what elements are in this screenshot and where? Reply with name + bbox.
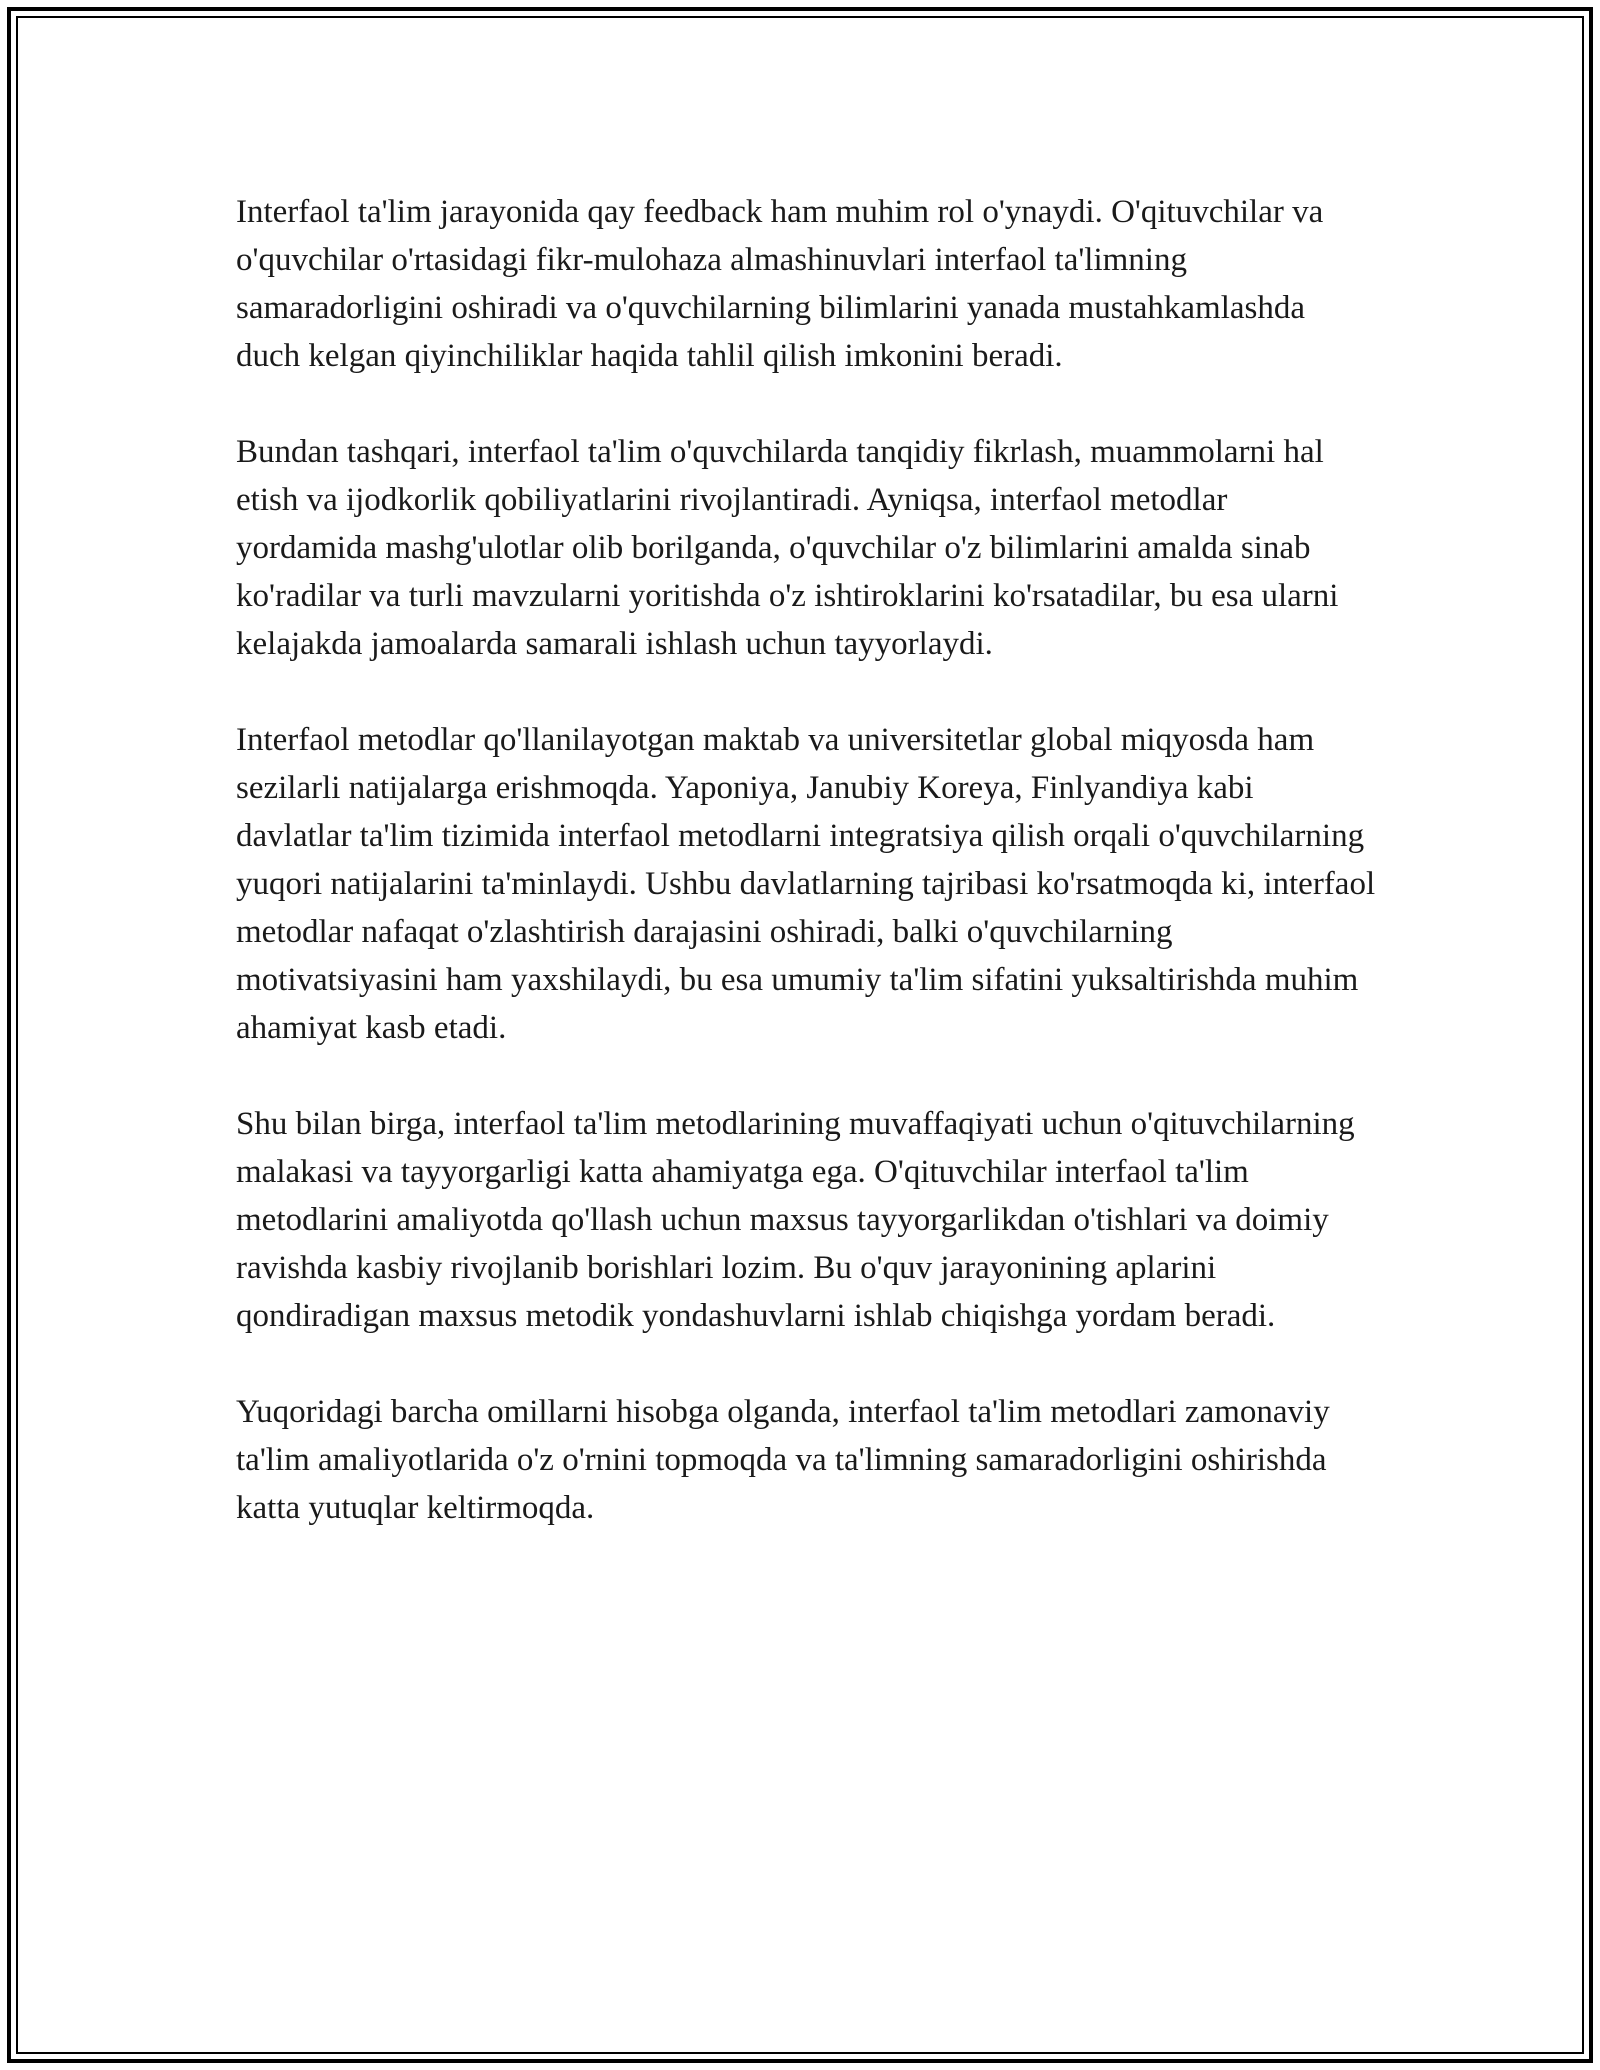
- paragraph-critical-thinking: Bundan tashqari, interfaol ta'lim o'quvchilarda tanqidiy fikrlash, muammolarni hal etish va ijodkorlik qobiliyatlarini rivojlantiradi. Ayniqsa, interfaol metodlar yordamida mashg'ulotlar olib borilganda, o'quvchilar o'z bilimlarini amalda sinab ko'radilar va turli mavzularni yoritishda o'z ishtiroklarini ko'rsatadilar, bu esa ularni kelajakda jamoalarda samarali ishlash uchun tayyorlaydi.: [236, 434, 1339, 662]
- document-body: [236, 188, 1376, 1532]
- paragraph-conclusion: Yuqoridagi barcha omillarni hisobga olganda, interfaol ta'lim metodlari zamonaviy ta'lim amaliyotlarida o'z o'rnini topmoqda va ta'limning samaradorligini oshirishda katta yutuqlar keltirmoqda.: [236, 1394, 1330, 1526]
- paragraph-teacher-qualification: Shu bilan birga, interfaol ta'lim metodlarining muvaffaqiyati uchun o'qituvchilarning malakasi va tayyorgarligi katta ahamiyatga ega. O'qituvchilar interfaol ta'lim metodlarini amaliyotda qo'llash uchun maxsus tayyorgarlikdan o'tishlari va doimiy ravishda kasbiy rivojlanib borishlari lozim. Bu o'quv jarayonining aplarini qondiradigan maxsus metodik yondashuvlarni ishlab chiqishga yordam beradi.: [236, 1106, 1355, 1334]
- paragraph-feedback: Interfaol ta'lim jarayonida qay feedback ham muhim rol o'ynaydi. O'qituvchilar va o'quvchilar o'rtasidagi fikr-mulohaza almashinuvlari interfaol ta'limning samaradorligini oshiradi va o'quvchilarning bilimlarini yanada mustahkamlashda duch kelgan qiyinchiliklar haqida tahlil qilish imkonini beradi.: [236, 194, 1324, 374]
- paragraph-global-results: Interfaol metodlar qo'llanilayotgan maktab va universitetlar global miqyosda ham sezilarli natijalarga erishmoqda. Yaponiya, Janubiy Koreya, Finlyandiya kabi davlatlar ta'lim tizimida interfaol metodlarni integratsiya qilish orqali o'quvchilarning yuqori natijalarini ta'minlaydi. Ushbu davlatlarning tajribasi ko'rsatmoqda ki, interfaol metodlar nafaqat o'zlashtirish darajasini oshiradi, balki o'quvchilarning motivatsiyasini ham yaxshilaydi, bu esa umumiy ta'lim sifatini yuksaltirishda muhim ahamiyat kasb etadi.: [236, 722, 1376, 1046]
